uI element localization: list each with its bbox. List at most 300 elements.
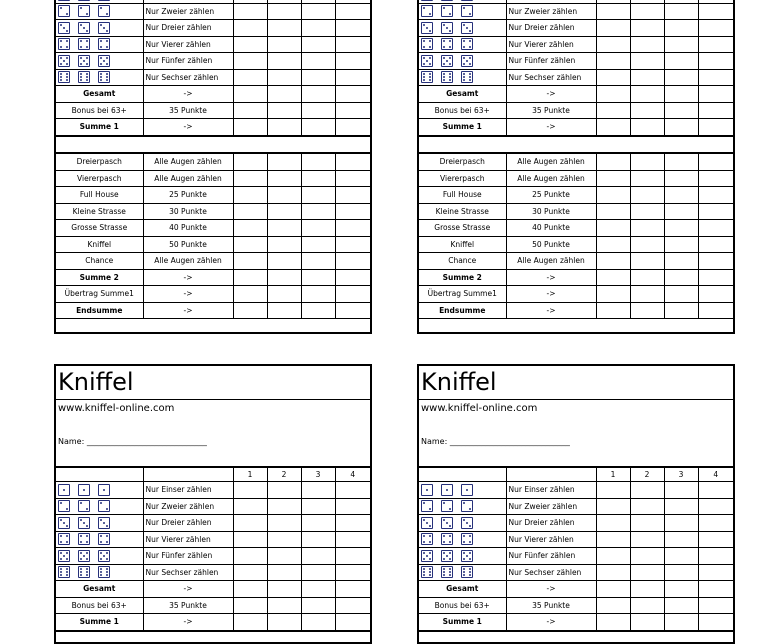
score-cell[interactable] xyxy=(596,548,630,565)
score-cell[interactable] xyxy=(698,531,733,548)
summary-label: Bonus bei 63+ xyxy=(56,597,143,614)
upper-summary-row xyxy=(56,102,370,119)
score-cell[interactable] xyxy=(301,515,335,532)
score-cell[interactable] xyxy=(335,20,370,37)
score-cell[interactable] xyxy=(664,36,698,53)
score-cell[interactable] xyxy=(664,153,698,170)
score-cell[interactable] xyxy=(335,69,370,86)
die-1-icon xyxy=(78,0,90,1)
score-cell[interactable] xyxy=(698,236,733,253)
score-sheet-bottom-left xyxy=(54,364,372,644)
die-1-icon xyxy=(58,484,70,496)
score-sheet-top-right xyxy=(417,0,735,334)
score-cell[interactable] xyxy=(301,36,335,53)
lower-row xyxy=(419,236,733,253)
score-cell[interactable] xyxy=(630,515,664,532)
score-cell[interactable] xyxy=(698,515,733,532)
score-cell[interactable] xyxy=(267,187,301,204)
score-cell[interactable] xyxy=(335,548,370,565)
score-cell[interactable] xyxy=(301,531,335,548)
score-cell[interactable] xyxy=(698,581,733,598)
dice-cell xyxy=(56,498,143,515)
score-cell[interactable] xyxy=(233,153,267,170)
score-cell[interactable] xyxy=(664,236,698,253)
score-cell[interactable] xyxy=(698,20,733,37)
score-cell[interactable] xyxy=(335,236,370,253)
score-cell[interactable] xyxy=(301,482,335,499)
score-cell[interactable] xyxy=(596,614,630,631)
upper-row xyxy=(56,3,370,20)
score-cell[interactable] xyxy=(630,614,664,631)
score-cell[interactable] xyxy=(267,614,301,631)
summary-value: -> xyxy=(506,614,596,631)
score-cell[interactable] xyxy=(596,515,630,532)
score-cell[interactable] xyxy=(301,153,335,170)
score-cell[interactable] xyxy=(698,302,733,319)
die-5-icon xyxy=(58,55,70,67)
score-cell[interactable] xyxy=(664,498,698,515)
lower-row xyxy=(56,302,370,319)
score-cell[interactable] xyxy=(335,269,370,286)
score-cell[interactable] xyxy=(698,69,733,86)
score-cell[interactable] xyxy=(664,86,698,103)
dice-cell xyxy=(419,515,506,532)
score-cell[interactable] xyxy=(267,86,301,103)
score-cell[interactable] xyxy=(698,614,733,631)
score-cell[interactable] xyxy=(267,69,301,86)
score-cell[interactable] xyxy=(233,614,267,631)
score-cell[interactable] xyxy=(630,482,664,499)
score-cell[interactable] xyxy=(301,581,335,598)
die-1-icon xyxy=(461,484,473,496)
score-cell[interactable] xyxy=(596,102,630,119)
score-cell[interactable] xyxy=(233,269,267,286)
score-cell[interactable] xyxy=(267,53,301,70)
lower-row xyxy=(419,220,733,237)
upper-row xyxy=(56,482,370,499)
score-cell[interactable] xyxy=(630,220,664,237)
score-cell[interactable] xyxy=(630,236,664,253)
summary-label: Summe 1 xyxy=(419,614,506,631)
lower-row-rule: 25 Punkte xyxy=(506,187,596,204)
score-cell[interactable] xyxy=(664,581,698,598)
score-cell[interactable] xyxy=(267,531,301,548)
die-4-icon xyxy=(98,38,110,50)
score-cell[interactable] xyxy=(335,253,370,270)
score-cell[interactable] xyxy=(596,220,630,237)
score-cell[interactable] xyxy=(335,515,370,532)
score-cell[interactable] xyxy=(335,498,370,515)
score-cell[interactable] xyxy=(335,482,370,499)
name-field[interactable]: Name: ______________________________ xyxy=(421,437,570,446)
score-cell[interactable] xyxy=(698,187,733,204)
score-cell[interactable] xyxy=(630,20,664,37)
score-cell[interactable] xyxy=(301,220,335,237)
score-cell[interactable] xyxy=(301,203,335,220)
score-cell[interactable] xyxy=(267,20,301,37)
score-cell[interactable] xyxy=(698,119,733,136)
score-cell[interactable] xyxy=(335,564,370,581)
score-cell[interactable] xyxy=(233,203,267,220)
score-cell[interactable] xyxy=(233,187,267,204)
score-cell[interactable] xyxy=(596,597,630,614)
die-3-icon xyxy=(78,517,90,529)
upper-summary-row xyxy=(56,119,370,136)
score-cell[interactable] xyxy=(335,170,370,187)
score-cell[interactable] xyxy=(630,36,664,53)
lower-row xyxy=(56,187,370,204)
score-cell[interactable] xyxy=(630,302,664,319)
lower-row xyxy=(419,187,733,204)
score-cell[interactable] xyxy=(335,86,370,103)
score-cell[interactable] xyxy=(664,482,698,499)
die-5-icon xyxy=(58,550,70,562)
score-cell[interactable] xyxy=(596,187,630,204)
lower-row-label: Endsumme xyxy=(56,302,143,319)
score-cell[interactable] xyxy=(698,220,733,237)
die-3-icon xyxy=(461,517,473,529)
summary-value: 35 Punkte xyxy=(143,597,233,614)
score-cell[interactable] xyxy=(267,153,301,170)
spacer-row xyxy=(419,136,733,154)
score-cell[interactable] xyxy=(335,36,370,53)
score-cell[interactable] xyxy=(664,515,698,532)
score-cell[interactable] xyxy=(335,102,370,119)
score-cell[interactable] xyxy=(630,286,664,303)
score-cell[interactable] xyxy=(267,36,301,53)
upper-summary-row xyxy=(419,86,733,103)
score-cell[interactable] xyxy=(267,119,301,136)
lower-row-rule: -> xyxy=(143,286,233,303)
score-cell[interactable] xyxy=(233,515,267,532)
score-cell[interactable] xyxy=(233,498,267,515)
die-4-icon xyxy=(461,533,473,545)
upper-row xyxy=(419,564,733,581)
score-cell[interactable] xyxy=(233,170,267,187)
die-1-icon xyxy=(78,484,90,496)
score-cell[interactable] xyxy=(267,498,301,515)
score-cell[interactable] xyxy=(596,531,630,548)
score-cell[interactable] xyxy=(596,482,630,499)
score-cell[interactable] xyxy=(233,564,267,581)
score-cell[interactable] xyxy=(698,269,733,286)
lower-row-rule: 40 Punkte xyxy=(506,220,596,237)
upper-row xyxy=(419,515,733,532)
lower-row-rule: -> xyxy=(143,269,233,286)
score-cell[interactable] xyxy=(233,20,267,37)
score-cell[interactable] xyxy=(267,170,301,187)
score-cell[interactable] xyxy=(267,286,301,303)
score-cell[interactable] xyxy=(233,69,267,86)
score-cell[interactable] xyxy=(630,86,664,103)
score-cell[interactable] xyxy=(596,269,630,286)
upper-row-rule: Nur Sechser zählen xyxy=(506,564,596,581)
score-cell[interactable] xyxy=(596,302,630,319)
score-cell[interactable] xyxy=(301,597,335,614)
score-cell[interactable] xyxy=(630,253,664,270)
score-cell[interactable] xyxy=(596,581,630,598)
score-cell[interactable] xyxy=(335,187,370,204)
die-2-icon xyxy=(441,5,453,17)
score-cell[interactable] xyxy=(664,119,698,136)
score-cell[interactable] xyxy=(301,614,335,631)
score-cell[interactable] xyxy=(335,302,370,319)
upper-row xyxy=(56,498,370,515)
score-cell[interactable] xyxy=(301,86,335,103)
score-cell[interactable] xyxy=(698,597,733,614)
score-cell[interactable] xyxy=(267,581,301,598)
score-cell[interactable] xyxy=(233,548,267,565)
die-4-icon xyxy=(441,533,453,545)
score-cell[interactable] xyxy=(596,564,630,581)
summary-label: Summe 1 xyxy=(56,119,143,136)
score-cell[interactable] xyxy=(698,548,733,565)
score-cell[interactable] xyxy=(596,69,630,86)
score-cell[interactable] xyxy=(301,3,335,20)
score-cell[interactable] xyxy=(630,170,664,187)
score-cell[interactable] xyxy=(233,531,267,548)
die-1-icon xyxy=(98,484,110,496)
score-cell[interactable] xyxy=(301,20,335,37)
score-cell[interactable] xyxy=(301,102,335,119)
score-cell[interactable] xyxy=(596,3,630,20)
score-cell[interactable] xyxy=(664,220,698,237)
score-cell[interactable] xyxy=(698,482,733,499)
score-cell[interactable] xyxy=(630,3,664,20)
die-5-icon xyxy=(98,550,110,562)
lower-row-label: Kleine Strasse xyxy=(56,203,143,220)
score-cell[interactable] xyxy=(233,581,267,598)
score-cell[interactable] xyxy=(267,482,301,499)
score-cell[interactable] xyxy=(233,236,267,253)
score-cell[interactable] xyxy=(630,102,664,119)
score-cell[interactable] xyxy=(596,119,630,136)
score-cell[interactable] xyxy=(301,498,335,515)
score-cell[interactable] xyxy=(630,187,664,204)
score-cell[interactable] xyxy=(698,253,733,270)
score-cell[interactable] xyxy=(233,220,267,237)
score-cell[interactable] xyxy=(596,203,630,220)
score-cell[interactable] xyxy=(335,220,370,237)
score-cell[interactable] xyxy=(630,548,664,565)
score-cell[interactable] xyxy=(233,302,267,319)
lower-row xyxy=(419,286,733,303)
summary-label: Gesamt xyxy=(419,581,506,598)
score-cell[interactable] xyxy=(301,286,335,303)
score-cell[interactable] xyxy=(664,69,698,86)
score-cell[interactable] xyxy=(630,53,664,70)
score-cell[interactable] xyxy=(233,597,267,614)
score-cell[interactable] xyxy=(233,119,267,136)
die-6-icon xyxy=(421,566,433,578)
sheet-header xyxy=(419,366,733,467)
score-cell[interactable] xyxy=(698,564,733,581)
score-cell[interactable] xyxy=(630,69,664,86)
lower-row-label: Übertrag Summe1 xyxy=(56,286,143,303)
score-cell[interactable] xyxy=(596,86,630,103)
lower-row-label: Summe 2 xyxy=(419,269,506,286)
upper-summary-row xyxy=(419,614,733,631)
score-cell[interactable] xyxy=(267,302,301,319)
score-cell[interactable] xyxy=(335,531,370,548)
score-cell[interactable] xyxy=(664,302,698,319)
score-cell[interactable] xyxy=(233,482,267,499)
summary-label: Bonus bei 63+ xyxy=(419,597,506,614)
score-cell[interactable] xyxy=(335,153,370,170)
lower-row xyxy=(419,153,733,170)
die-3-icon xyxy=(421,22,433,34)
score-cell[interactable] xyxy=(596,53,630,70)
upper-row xyxy=(56,531,370,548)
score-cell[interactable] xyxy=(664,269,698,286)
die-2-icon xyxy=(58,5,70,17)
lower-row-rule: 30 Punkte xyxy=(506,203,596,220)
score-cell[interactable] xyxy=(664,102,698,119)
score-cell[interactable] xyxy=(267,236,301,253)
score-cell[interactable] xyxy=(267,548,301,565)
score-cell[interactable] xyxy=(267,269,301,286)
lower-row xyxy=(56,170,370,187)
score-cell[interactable] xyxy=(664,170,698,187)
score-cell[interactable] xyxy=(698,3,733,20)
score-cell[interactable] xyxy=(664,53,698,70)
score-cell[interactable] xyxy=(267,203,301,220)
score-cell[interactable] xyxy=(630,498,664,515)
score-cell[interactable] xyxy=(233,3,267,20)
score-cell[interactable] xyxy=(630,269,664,286)
score-cell[interactable] xyxy=(335,286,370,303)
score-cell[interactable] xyxy=(630,119,664,136)
score-cell[interactable] xyxy=(267,220,301,237)
score-cell[interactable] xyxy=(335,614,370,631)
score-cell[interactable] xyxy=(301,253,335,270)
score-cell[interactable] xyxy=(698,53,733,70)
score-cell[interactable] xyxy=(596,253,630,270)
score-cell[interactable] xyxy=(596,286,630,303)
score-cell[interactable] xyxy=(267,597,301,614)
score-cell[interactable] xyxy=(267,253,301,270)
score-cell[interactable] xyxy=(596,236,630,253)
score-cell[interactable] xyxy=(596,20,630,37)
score-cell[interactable] xyxy=(233,102,267,119)
score-cell[interactable] xyxy=(335,53,370,70)
score-cell[interactable] xyxy=(301,187,335,204)
score-cell[interactable] xyxy=(664,531,698,548)
score-cell[interactable] xyxy=(664,3,698,20)
die-4-icon xyxy=(58,38,70,50)
lower-row-rule: Alle Augen zählen xyxy=(143,253,233,270)
dice-cell xyxy=(56,3,143,20)
dice-cell xyxy=(56,69,143,86)
dice-cell xyxy=(419,498,506,515)
score-cell[interactable] xyxy=(664,187,698,204)
score-cell[interactable] xyxy=(301,69,335,86)
score-cell[interactable] xyxy=(301,236,335,253)
score-cell[interactable] xyxy=(267,515,301,532)
name-field[interactable]: Name: ______________________________ xyxy=(58,437,207,446)
score-cell[interactable] xyxy=(630,581,664,598)
upper-row-rule: Nur Sechser zählen xyxy=(506,69,596,86)
score-cell[interactable] xyxy=(301,548,335,565)
score-cell[interactable] xyxy=(630,153,664,170)
score-cell[interactable] xyxy=(698,153,733,170)
score-cell[interactable] xyxy=(335,597,370,614)
score-cell[interactable] xyxy=(596,36,630,53)
score-cell[interactable] xyxy=(335,3,370,20)
score-cell[interactable] xyxy=(335,581,370,598)
score-cell[interactable] xyxy=(267,102,301,119)
score-cell[interactable] xyxy=(698,286,733,303)
score-cell[interactable] xyxy=(630,203,664,220)
dice-cell xyxy=(419,36,506,53)
score-cell[interactable] xyxy=(698,498,733,515)
die-3-icon xyxy=(98,517,110,529)
score-cell[interactable] xyxy=(630,564,664,581)
score-cell[interactable] xyxy=(233,286,267,303)
score-cell[interactable] xyxy=(301,564,335,581)
score-cell[interactable] xyxy=(301,119,335,136)
score-cell[interactable] xyxy=(630,597,664,614)
score-cell[interactable] xyxy=(664,20,698,37)
score-cell[interactable] xyxy=(664,286,698,303)
score-cell[interactable] xyxy=(301,53,335,70)
lower-row-rule: 25 Punkte xyxy=(143,187,233,204)
score-cell[interactable] xyxy=(698,86,733,103)
score-cell[interactable] xyxy=(698,102,733,119)
score-cell[interactable] xyxy=(301,170,335,187)
score-cell[interactable] xyxy=(664,253,698,270)
score-cell[interactable] xyxy=(698,203,733,220)
lower-row xyxy=(419,302,733,319)
score-cell[interactable] xyxy=(664,597,698,614)
die-3-icon xyxy=(78,22,90,34)
lower-row-label: Viererpasch xyxy=(419,170,506,187)
upper-row-rule: Nur Vierer zählen xyxy=(143,531,233,548)
score-cell[interactable] xyxy=(596,153,630,170)
dice-cell xyxy=(56,564,143,581)
die-5-icon xyxy=(421,55,433,67)
summary-value: -> xyxy=(506,581,596,598)
score-cell[interactable] xyxy=(335,203,370,220)
score-cell[interactable] xyxy=(233,253,267,270)
score-cell[interactable] xyxy=(664,203,698,220)
score-cell[interactable] xyxy=(301,302,335,319)
score-cell[interactable] xyxy=(233,86,267,103)
score-cell[interactable] xyxy=(664,614,698,631)
score-cell[interactable] xyxy=(664,564,698,581)
score-cell[interactable] xyxy=(596,498,630,515)
upper-row xyxy=(419,36,733,53)
score-cell[interactable] xyxy=(698,170,733,187)
die-6-icon xyxy=(58,566,70,578)
score-table xyxy=(419,467,733,632)
score-cell[interactable] xyxy=(233,53,267,70)
dice-cell xyxy=(419,3,506,20)
score-cell[interactable] xyxy=(267,564,301,581)
summary-label: Bonus bei 63+ xyxy=(419,102,506,119)
summary-value: -> xyxy=(143,86,233,103)
score-cell[interactable] xyxy=(301,269,335,286)
score-cell[interactable] xyxy=(233,36,267,53)
score-cell[interactable] xyxy=(664,548,698,565)
die-3-icon xyxy=(421,517,433,529)
dice-cell xyxy=(419,69,506,86)
score-cell[interactable] xyxy=(335,119,370,136)
score-cell[interactable] xyxy=(698,36,733,53)
score-cell[interactable] xyxy=(267,3,301,20)
score-cell[interactable] xyxy=(596,170,630,187)
score-cell[interactable] xyxy=(630,531,664,548)
